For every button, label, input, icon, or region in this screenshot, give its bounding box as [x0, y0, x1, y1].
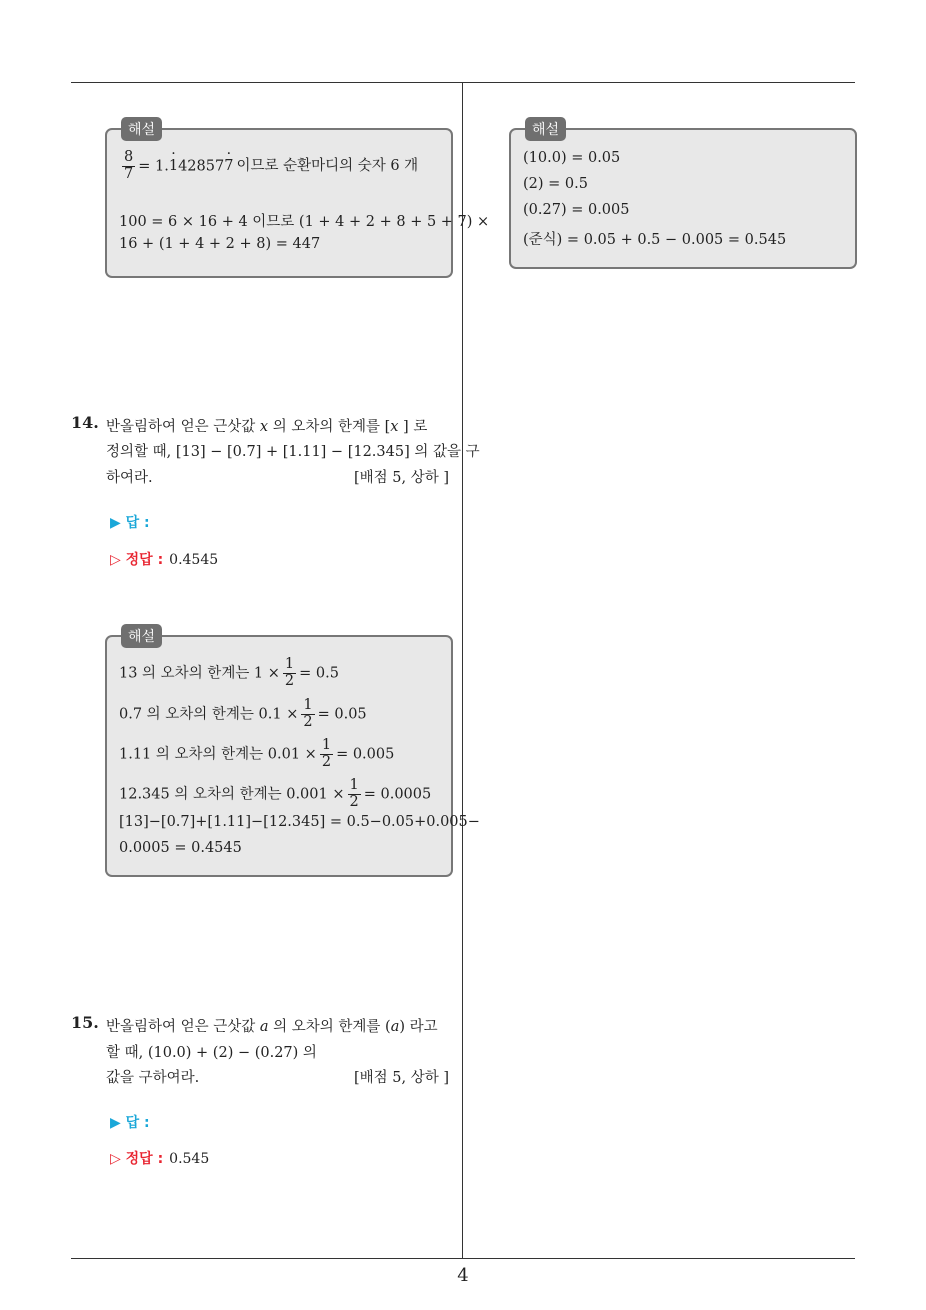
explanation-line-3: 16 + (1 + 4 + 2 + 8) = 447 — [119, 236, 321, 252]
question-14-line-3: 하여라. — [106, 470, 153, 486]
question-14-line-2: 정의할 때, [13] − [0.7] + [1.11] − [12.345] 의 값을 구 — [106, 444, 480, 460]
fraction-1-2: $\frac{1}{2}$ — [284, 656, 295, 689]
explanation-box-13 — [105, 122, 490, 278]
explanation-line-1: $\frac{8}{7}$ = 1.· 142857· 7 이므로 순환마디의 숫자 6 개 — [119, 150, 418, 183]
question-14-number: 14. — [71, 413, 99, 432]
question-15-correct-answer: ▷ 정답 : 0.545 — [110, 1151, 210, 1167]
question-15-line-1: 반올림하여 얻은 근삿값 a 의 오차의 한계를 (a) 라고 — [106, 1019, 438, 1035]
explanation-row-4: 12.345 의 오차의 한계는 0.001 × $\frac{1}{2}$ = 0.0005 — [119, 777, 432, 810]
explanation-line-2: 100 = 6 × 16 + 4 이므로 (1 + 4 + 2 + 8 + 5 + 7) × — [119, 214, 490, 230]
fraction-1-2: $\frac{1}{2}$ — [349, 777, 359, 810]
right-explanation-line-2: (2) = 0.5 — [523, 176, 588, 192]
explanation-box-14 — [105, 629, 480, 877]
fraction-1-2: $\frac{1}{2}$ — [321, 737, 332, 770]
question-14-line-1: 반올림하여 얻은 근삿값 x 의 오차의 한계를 [x ] 로 — [106, 419, 428, 435]
question-15-answer-label: ▶ 답 : — [110, 1115, 150, 1131]
right-explanation-line-4: (준식) = 0.05 + 0.5 − 0.005 = 0.545 — [523, 232, 787, 248]
bottom-rule — [71, 1258, 855, 1259]
right-explanation-line-1: (10.0) = 0.05 — [523, 150, 621, 166]
explanation-row-1: 13 의 오차의 한계는 1 × $\frac{1}{2}$ = 0.5 — [119, 656, 339, 689]
explanation-label: 해설 — [525, 117, 566, 141]
question-15-number: 15. — [71, 1013, 99, 1032]
top-rule — [71, 82, 855, 83]
question-15-score: [배점 5, 상하 ] — [354, 1070, 450, 1086]
explanation-row-5: [13]−[0.7]+[1.11]−[12.345] = 0.5−0.05+0.005− — [119, 814, 480, 830]
question-15-line-3: 값을 구하여라. — [106, 1070, 200, 1086]
column-divider — [462, 82, 463, 1258]
explanation-box-15 — [509, 122, 857, 269]
right-explanation-line-3: (0.27) = 0.005 — [523, 202, 630, 218]
question-14-correct-answer: ▷ 정답 : 0.4545 — [110, 552, 219, 568]
explanation-row-6: 0.0005 = 0.4545 — [119, 840, 242, 856]
fraction-1-2: $\frac{1}{2}$ — [303, 697, 313, 730]
question-14-answer-label: ▶ 답 : — [110, 515, 150, 531]
explanation-row-2: 0.7 의 오차의 한계는 0.1 × $\frac{1}{2}$ = 0.05 — [119, 697, 367, 730]
explanation-label: 해설 — [121, 624, 162, 648]
explanation-label: 해설 — [121, 117, 162, 141]
fraction-8-7: $\frac{8}{7}$ — [124, 149, 134, 182]
page-number: 4 — [457, 1265, 469, 1286]
question-14-score: [배점 5, 상하 ] — [354, 470, 450, 486]
explanation-row-3: 1.11 의 오차의 한계는 0.01 × $\frac{1}{2}$ = 0.005 — [119, 737, 395, 770]
question-15-line-2: 할 때, (10.0) + (2) − (0.27) 의 — [106, 1045, 317, 1061]
